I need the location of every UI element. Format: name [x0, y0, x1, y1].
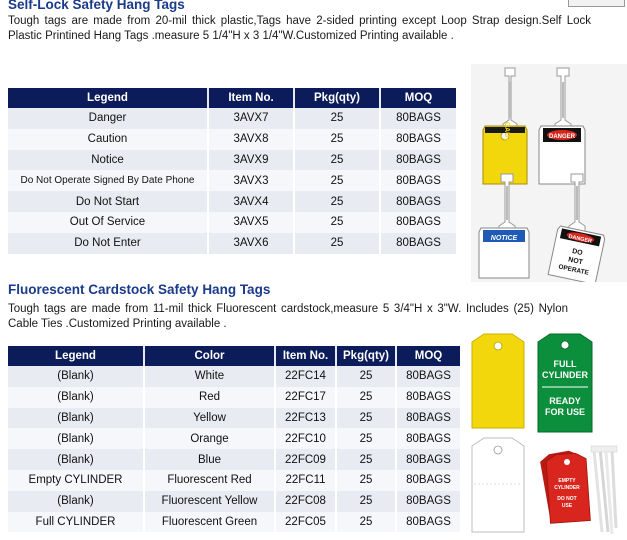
table-row — [8, 449, 460, 470]
cell-item-no: 22FC17 — [276, 387, 337, 408]
cell-pkg-qty: 25 — [337, 387, 397, 408]
cell-item-no: 3AVX3 — [209, 170, 295, 191]
cell-pkg-qty: 25 — [295, 150, 381, 171]
section2-table — [8, 346, 460, 532]
cell-pkg-qty: 25 — [337, 428, 397, 449]
cell-moq: 80BAGS — [397, 512, 460, 533]
header-color: Color — [145, 346, 276, 366]
header-legend: Legend — [8, 88, 209, 108]
danger-text: DANGER — [548, 134, 576, 140]
table-row — [8, 233, 456, 254]
cell-pkg-qty: 25 — [337, 491, 397, 512]
cell-pkg-qty: 25 — [295, 108, 381, 129]
table-row — [8, 150, 456, 171]
table-header-row — [8, 88, 456, 108]
cell-moq: 80BAGS — [397, 387, 460, 408]
self-lock-tags-image — [471, 64, 627, 282]
header-item-no: Item No. — [209, 88, 295, 108]
cell-item-no: 22FC11 — [276, 470, 337, 491]
cell-legend: Empty CYLINDER — [8, 470, 145, 491]
table-row — [8, 512, 460, 533]
cell-item-no: 3AVX5 — [209, 212, 295, 233]
cell-legend: Notice — [8, 150, 209, 171]
cell-legend: Do Not Enter — [8, 233, 209, 254]
cell-item-no: 3AVX6 — [209, 233, 295, 254]
cell-item-no: 22FC05 — [276, 512, 337, 533]
do-text: DO — [571, 248, 584, 258]
table-row — [8, 408, 460, 429]
cell-pkg-qty: 25 — [337, 366, 397, 387]
cell-item-no: 3AVX4 — [209, 191, 295, 212]
green-tag-line2: CYLINDER — [541, 370, 589, 380]
red-tag-line3: DO NOT — [557, 496, 577, 502]
cell-color: Fluorescent Red — [145, 470, 276, 491]
table-row — [8, 191, 456, 212]
cell-pkg-qty: 25 — [337, 512, 397, 533]
not-text: NOT — [567, 256, 584, 267]
cell-legend: Do Not Start — [8, 191, 209, 212]
cell-color: Fluorescent Yellow — [145, 491, 276, 512]
cell-moq: 80BAGS — [381, 108, 456, 129]
table-row — [8, 366, 460, 387]
section1-title: Self-Lock Safety Hang Tags — [8, 0, 185, 12]
cell-legend: (Blank) — [8, 408, 145, 429]
table-row — [8, 470, 460, 491]
cell-moq: 80BAGS — [397, 366, 460, 387]
red-tag-line2: CYLINDER — [554, 485, 580, 491]
table-row — [8, 108, 456, 129]
operate-text: OPERATE — [557, 263, 590, 277]
red-tag-line1: EMPTY — [558, 478, 576, 484]
table-row — [8, 428, 460, 449]
cell-legend: Danger — [8, 108, 209, 129]
header-moq: MOQ — [397, 346, 460, 366]
cell-legend: Full CYLINDER — [8, 512, 145, 533]
table-row — [8, 212, 456, 233]
cell-legend: (Blank) — [8, 449, 145, 470]
table-row — [8, 387, 460, 408]
caution-text: CAUTION — [503, 122, 510, 154]
cell-item-no: 3AVX8 — [209, 129, 295, 150]
cell-legend: (Blank) — [8, 491, 145, 512]
table-row — [8, 129, 456, 150]
section2-description: Tough tags are made from 11-mil thick Fluorescent cardstock,measure 5 3/4"H x 3"W. Includes (25) Nylon Cable Ties .Customized Printing available . — [8, 303, 568, 330]
cell-pkg-qty: 25 — [295, 170, 381, 191]
table-row — [8, 170, 456, 191]
cable-ties — [591, 446, 617, 534]
cell-item-no: 22FC09 — [276, 449, 337, 470]
cell-pkg-qty: 25 — [295, 212, 381, 233]
cell-moq: 80BAGS — [381, 150, 456, 171]
cell-legend: (Blank) — [8, 387, 145, 408]
cell-item-no: 3AVX9 — [209, 150, 295, 171]
yellow-blank-tag — [472, 334, 524, 428]
danger2-text: DANGER — [567, 233, 593, 245]
cell-moq: 80BAGS — [381, 129, 456, 150]
cell-color: Red — [145, 387, 276, 408]
cell-item-no: 22FC14 — [276, 366, 337, 387]
red-empty-cylinder-tags — [539, 449, 590, 523]
table-row — [8, 491, 460, 512]
green-full-cylinder-tag — [538, 334, 592, 432]
notice-text: NOTICE — [490, 235, 518, 242]
cell-pkg-qty: 25 — [295, 191, 381, 212]
header-pkg-qty: Pkg(qty) — [337, 346, 397, 366]
section1-table — [8, 88, 456, 254]
cell-moq: 80BAGS — [381, 170, 456, 191]
cell-item-no: 22FC08 — [276, 491, 337, 512]
cell-legend: Do Not Operate Signed By Date Phone — [8, 170, 209, 191]
cell-color: Blue — [145, 449, 276, 470]
cell-moq: 80BAGS — [397, 491, 460, 512]
cell-legend: (Blank) — [8, 366, 145, 387]
header-moq: MOQ — [381, 88, 456, 108]
green-tag-line4: FOR USE — [544, 407, 586, 417]
top-right-box — [568, 0, 625, 7]
cell-item-no: 3AVX7 — [209, 108, 295, 129]
cell-pkg-qty: 25 — [295, 233, 381, 254]
cell-color: Orange — [145, 428, 276, 449]
green-tag-line1: FULL — [553, 359, 577, 369]
cardstock-tags-image — [466, 332, 621, 538]
cell-pkg-qty: 25 — [337, 449, 397, 470]
cell-color: White — [145, 366, 276, 387]
cell-moq: 80BAGS — [381, 191, 456, 212]
section2-title: Fluorescent Cardstock Safety Hang Tags — [8, 282, 271, 297]
cell-moq: 80BAGS — [397, 449, 460, 470]
cell-legend: (Blank) — [8, 428, 145, 449]
header-item-no: Item No. — [276, 346, 337, 366]
cell-item-no: 22FC13 — [276, 408, 337, 429]
header-pkg-qty: Pkg(qty) — [295, 88, 381, 108]
white-blank-tag — [472, 438, 524, 532]
cell-moq: 80BAGS — [381, 233, 456, 254]
cell-legend: Out Of Service — [8, 212, 209, 233]
cell-moq: 80BAGS — [397, 470, 460, 491]
cell-legend: Caution — [8, 129, 209, 150]
red-tag-line4: USE — [561, 503, 573, 509]
cell-moq: 80BAGS — [397, 428, 460, 449]
cell-moq: 80BAGS — [397, 408, 460, 429]
cell-item-no: 22FC10 — [276, 428, 337, 449]
cell-color: Fluorescent Green — [145, 512, 276, 533]
cell-pkg-qty: 25 — [295, 129, 381, 150]
header-legend: Legend — [8, 346, 145, 366]
green-tag-line3: READY — [549, 396, 581, 406]
section1-description: Tough tags are made from 20-mil thick plastic,Tags have 2-sided printing except Loop Strap design.Self Lock Plastic Printined Hang Tags .measure 5 1/4"H x 3 1/4"W.Customized Printing available . — [8, 15, 591, 42]
table-header-row — [8, 346, 460, 366]
cell-color: Yellow — [145, 408, 276, 429]
cell-pkg-qty: 25 — [337, 408, 397, 429]
cell-moq: 80BAGS — [381, 212, 456, 233]
cell-pkg-qty: 25 — [337, 470, 397, 491]
